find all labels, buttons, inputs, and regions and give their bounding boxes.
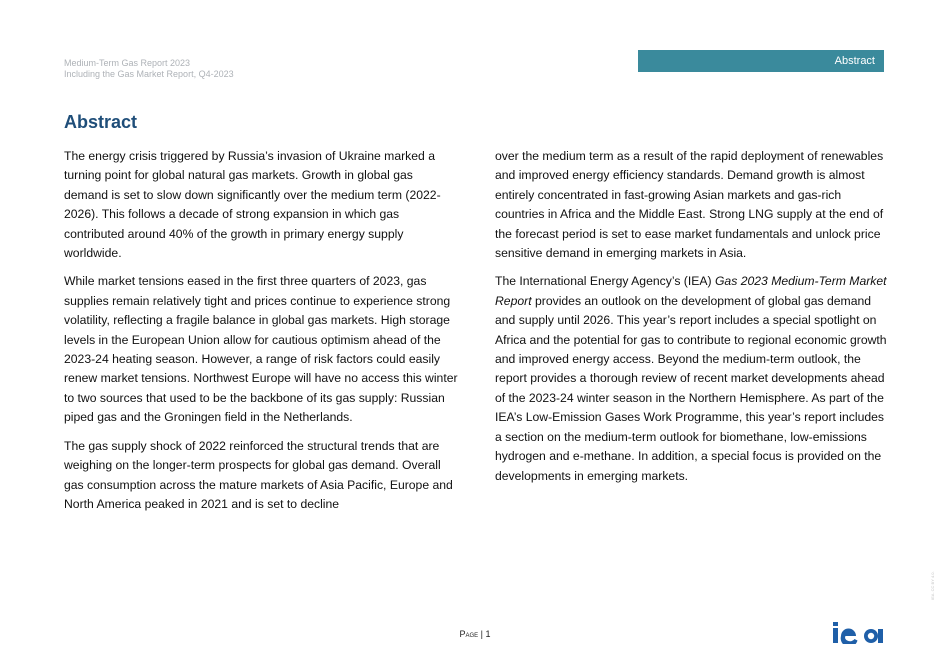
paragraph: While market tensions eased in the first three quarters of 2023, gas supplies remain relatively tight and prices continue to experience strong volatility, reflecting a fragile balance in global gas markets. High storage levels in the European Union allow for cautious optimism ahead of the 2023-24 heating season. However, a range of risk factors could easily renew market tensions. Northwest Europe will have no access this winter to two sources that used to be the backbone of its gas supply: Russian piped gas and the Groningen field in the Netherlands.	[64, 274, 458, 425]
paragraph: over the medium term as a result of the rapid deployment of renewables and improved energy efficiency standards. Demand growth is almost entirely concentrated in fast-growing Asian markets and gas-rich countries in Africa and the Middle East. Strong LNG supply at the end of the forecast period is set to ease market fundamentals and unlock price sensitive demand in emerging markets in Asia.	[495, 149, 884, 261]
report-subtitle: Including the Gas Market Report, Q4-2023	[64, 69, 234, 79]
section-tab-label: Abstract	[834, 55, 875, 67]
report-title: Medium-Term Gas Report 2023	[64, 58, 191, 68]
paragraph: The gas supply shock of 2022 reinforced the structural trends that are weighing on the longer-term prospects for global gas demand. Overall gas consumption across the mature markets of Asia Pacific, Europe and North America peaked in 2021 and is set to decline	[64, 438, 453, 511]
paragraph-text: The International Energy Agency’s (IEA)	[495, 274, 715, 289]
page-separator: |	[478, 629, 486, 639]
report-name: Gas 2023 Medium-Term Market Report	[495, 274, 887, 308]
page-title: Abstract	[64, 112, 138, 132]
paragraph: The energy crisis triggered by Russia’s invasion of Ukraine marked a turning point for global natural gas markets. Growth in global gas demand is set to slow down significantly over the medium term (2022-2026). This follows a decade of strong expansion in which gas contributed around 40% of the growth in primary energy supply worldwide.	[64, 149, 441, 261]
paragraph	[495, 272, 891, 485]
iea-logo-icon	[832, 622, 886, 644]
left-column	[64, 147, 460, 523]
page-footer	[0, 629, 950, 639]
page-label: Page	[459, 629, 479, 639]
page-number: 1	[485, 629, 491, 639]
right-column	[495, 147, 891, 495]
license-note: IEA. CC BY 4.0.	[930, 571, 935, 600]
paragraph-text: provides an outlook on the development of global gas demand and supply until 2026. This year’s report includes a special spotlight on Africa and the potential for gas to contribute to regional economic growth and improved energy access. Beyond the medium-term outlook, the report provides a thorough review of recent market developments ahead of the 2023-24 winter season in the Northern Hemisphere. As part of the IEA’s Low-Emission Gases Work Programme, this year’s report includes a section on the medium-term outlook for biomethane, low-emissions hydrogen and e-methane. In addition, a special focus is provided on the developments in emerging markets.	[495, 293, 887, 483]
section-tab	[638, 50, 884, 72]
